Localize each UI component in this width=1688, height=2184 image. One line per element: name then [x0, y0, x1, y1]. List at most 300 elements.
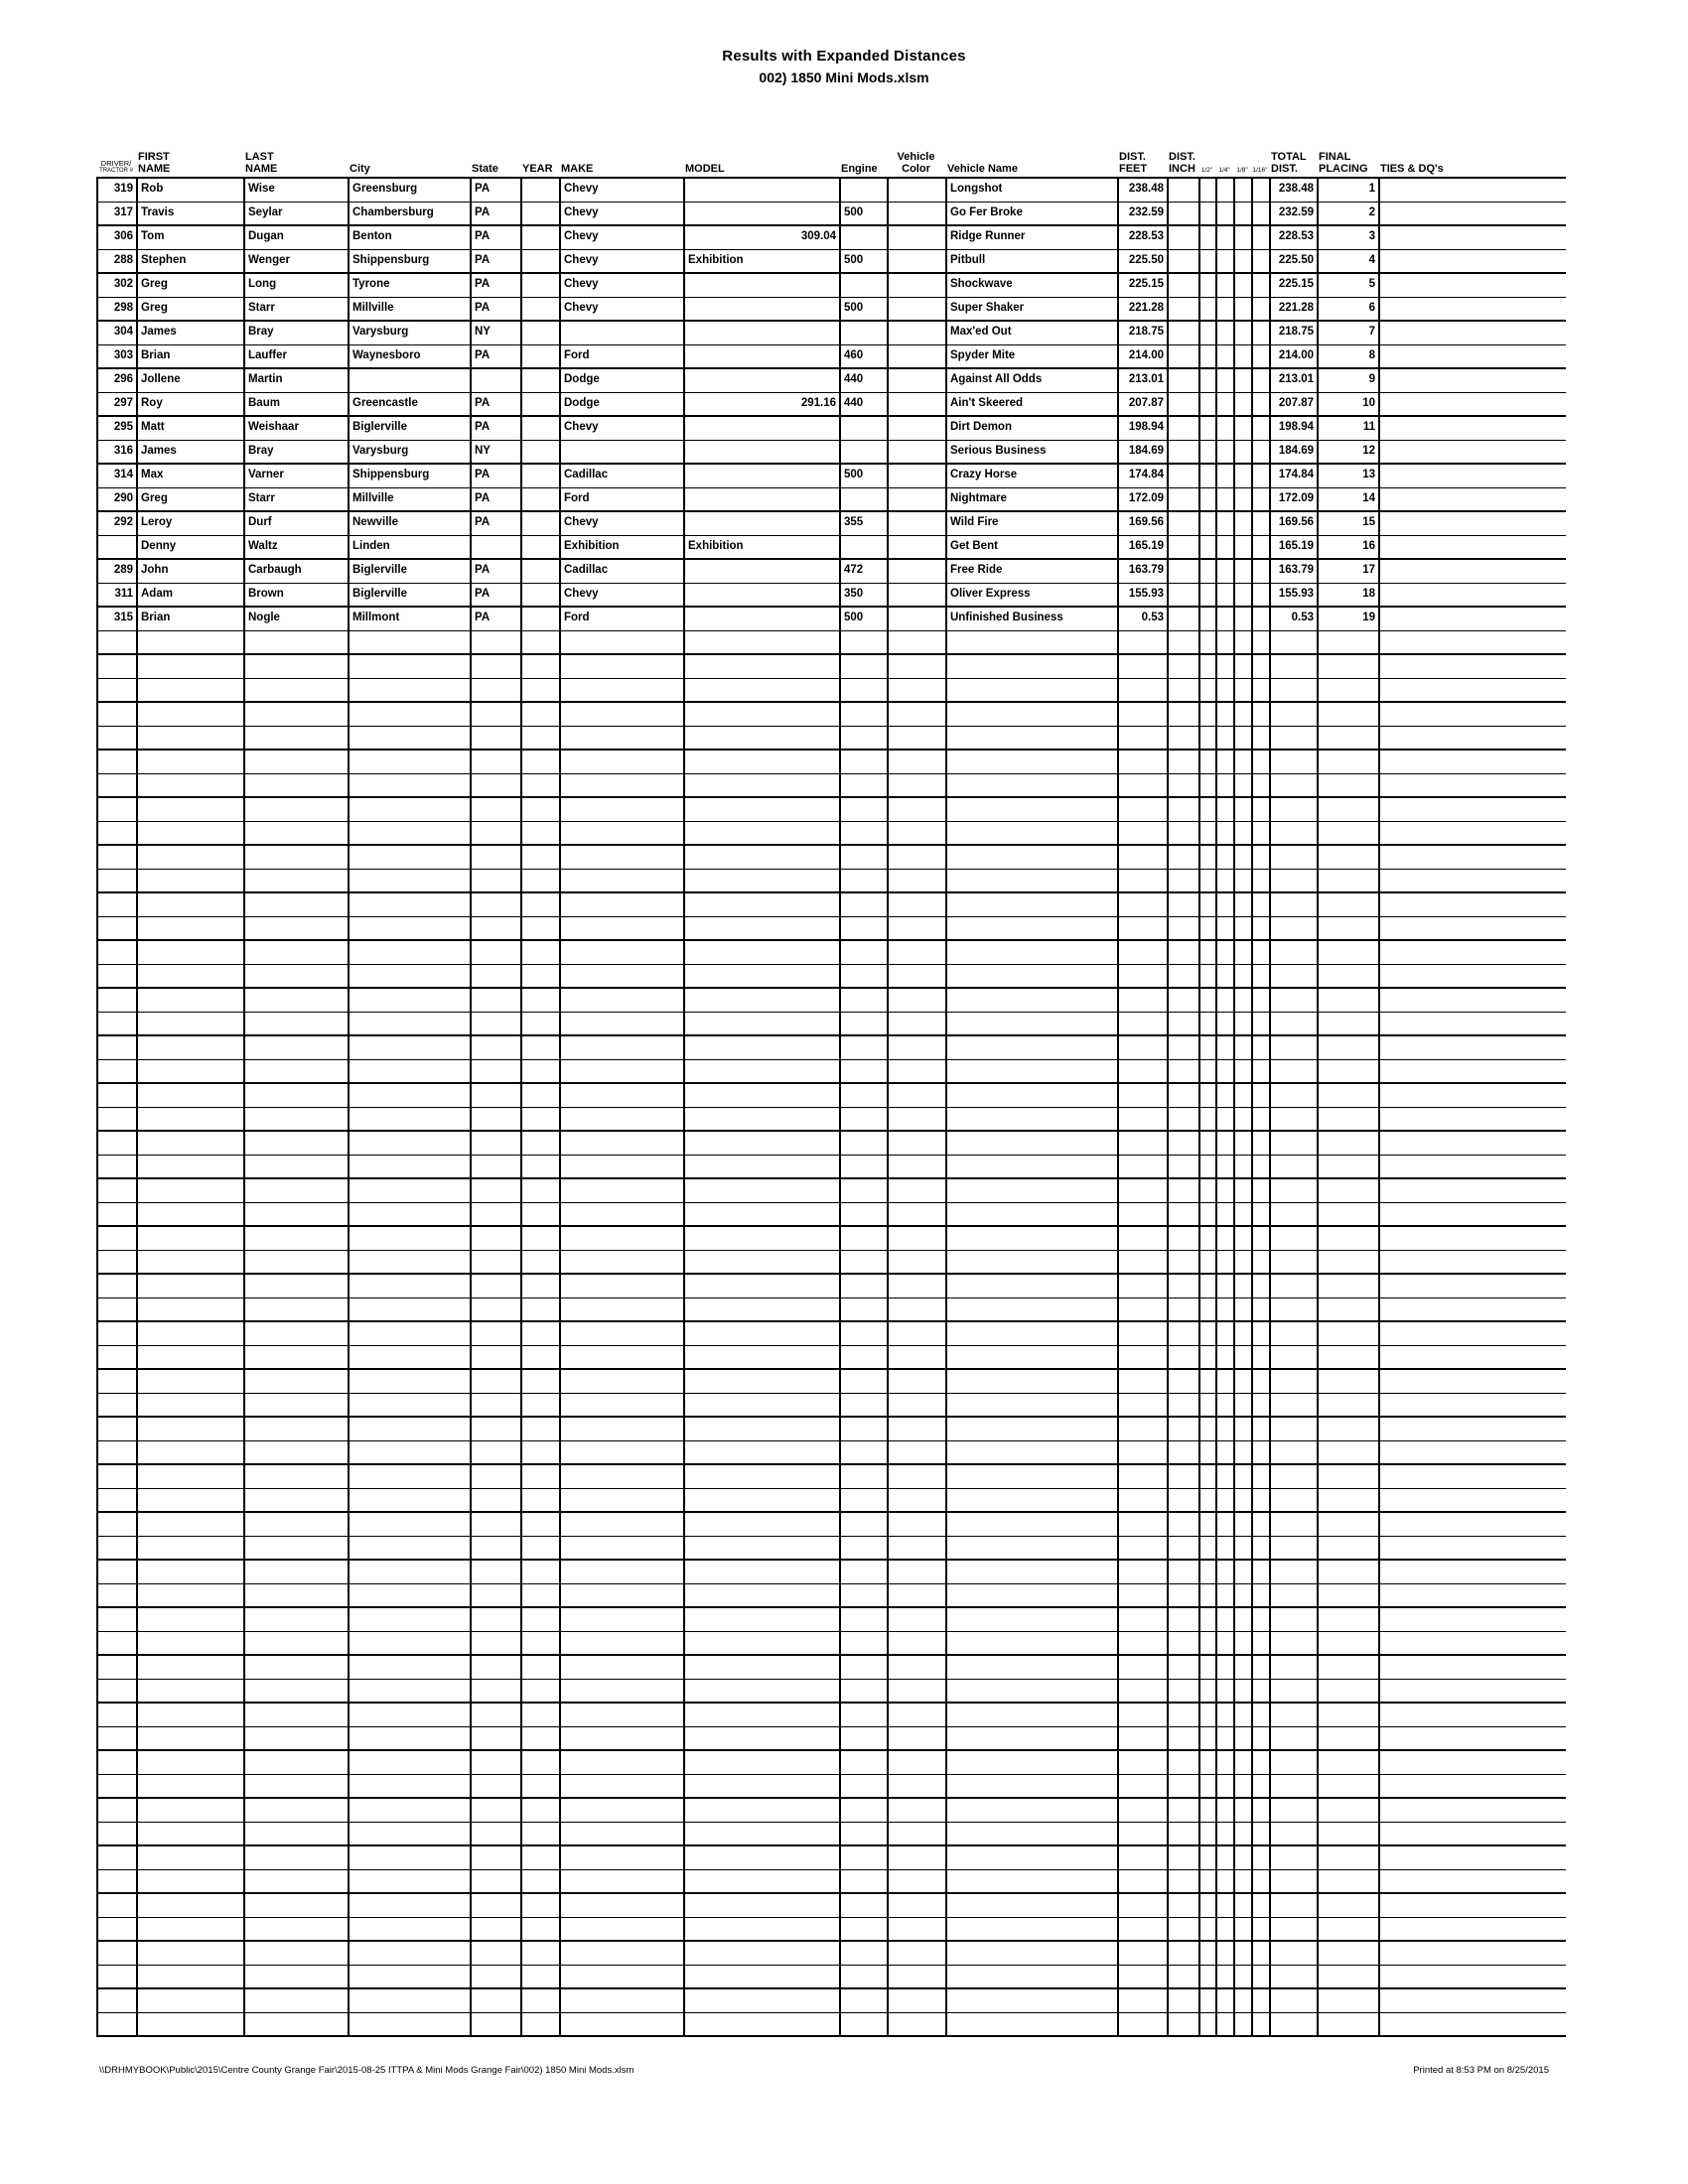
cell-last — [243, 846, 348, 869]
cell-first: John — [136, 560, 243, 583]
cell-feet: 218.75 — [1117, 322, 1167, 344]
cell-total — [1269, 1966, 1317, 1987]
cell-last — [243, 941, 348, 964]
cell-ties — [1378, 441, 1564, 463]
cell-make: Chevy — [559, 417, 683, 440]
cell-color — [887, 250, 945, 272]
cell-sixteenth — [1251, 1846, 1269, 1869]
cell-inch — [1167, 274, 1198, 297]
cell-num: 311 — [96, 584, 136, 606]
cell-placing: 11 — [1317, 417, 1378, 440]
header-city — [348, 164, 470, 178]
cell-total — [1269, 727, 1317, 749]
cell-year — [520, 1418, 559, 1440]
table-header-row — [96, 144, 1566, 179]
cell-engine — [839, 1394, 887, 1416]
cell-color — [887, 274, 945, 297]
cell-num — [96, 1036, 136, 1059]
cell-model — [683, 2013, 839, 2035]
cell-name — [945, 1942, 1117, 1965]
cell-engine — [839, 1799, 887, 1822]
empty-row — [96, 1632, 1566, 1656]
cell-sixteenth — [1251, 1775, 1269, 1797]
cell-sixteenth — [1251, 1036, 1269, 1059]
cell-engine — [839, 1108, 887, 1130]
cell-city — [348, 1799, 470, 1822]
cell-eighth — [1233, 1441, 1251, 1463]
cell-engine — [839, 703, 887, 726]
cell-last — [243, 1608, 348, 1631]
header-num-line2: TRACTOR # — [99, 168, 133, 174]
cell-name — [945, 1656, 1117, 1679]
cell-num: 298 — [96, 298, 136, 320]
cell-inch — [1167, 1870, 1198, 1892]
cell-year — [520, 1179, 559, 1202]
empty-row — [96, 1298, 1566, 1322]
cell-half — [1198, 1322, 1215, 1345]
empty-row — [96, 1060, 1566, 1084]
cell-inch — [1167, 1727, 1198, 1749]
cell-model — [683, 822, 839, 844]
cell-quarter — [1215, 1966, 1233, 1987]
cell-inch — [1167, 1894, 1198, 1917]
cell-feet: 228.53 — [1117, 226, 1167, 249]
cell-city — [348, 655, 470, 678]
cell-placing — [1317, 1322, 1378, 1345]
cell-quarter — [1215, 1894, 1233, 1917]
cell-make — [559, 1942, 683, 1965]
cell-first — [136, 1989, 243, 2012]
cell-quarter — [1215, 250, 1233, 272]
cell-quarter — [1215, 1561, 1233, 1583]
cell-sixteenth — [1251, 965, 1269, 987]
cell-last — [243, 1751, 348, 1774]
cell-ties — [1378, 1108, 1564, 1130]
cell-quarter — [1215, 1537, 1233, 1559]
cell-year — [520, 1298, 559, 1320]
cell-engine — [839, 274, 887, 297]
cell-name — [945, 2013, 1117, 2035]
cell-eighth — [1233, 1537, 1251, 1559]
cell-half — [1198, 1608, 1215, 1631]
cell-total: 163.79 — [1269, 560, 1317, 583]
cell-feet: 169.56 — [1117, 512, 1167, 535]
cell-half — [1198, 1060, 1215, 1082]
cell-city: Shippensburg — [348, 465, 470, 487]
cell-city: Greencastle — [348, 393, 470, 415]
cell-model — [683, 917, 839, 939]
cell-total — [1269, 1441, 1317, 1463]
cell-num — [96, 1441, 136, 1463]
cell-ties — [1378, 250, 1564, 272]
cell-state — [470, 679, 520, 701]
cell-half — [1198, 1394, 1215, 1416]
cell-state — [470, 798, 520, 821]
cell-make — [559, 774, 683, 796]
cell-half — [1198, 345, 1215, 367]
empty-row — [96, 798, 1566, 822]
empty-row — [96, 965, 1566, 989]
cell-make — [559, 1751, 683, 1774]
cell-last: Varner — [243, 465, 348, 487]
cell-feet — [1117, 1203, 1167, 1225]
cell-half — [1198, 1203, 1215, 1225]
cell-model — [683, 1394, 839, 1416]
cell-sixteenth — [1251, 1680, 1269, 1702]
cell-placing: 17 — [1317, 560, 1378, 583]
cell-ties — [1378, 1989, 1564, 2012]
cell-last — [243, 1775, 348, 1797]
cell-inch — [1167, 1013, 1198, 1034]
cell-ties — [1378, 1013, 1564, 1034]
cell-year — [520, 274, 559, 297]
cell-eighth — [1233, 393, 1251, 415]
cell-model — [683, 631, 839, 653]
cell-name — [945, 751, 1117, 773]
cell-quarter — [1215, 298, 1233, 320]
cell-engine — [839, 1775, 887, 1797]
cell-color — [887, 1561, 945, 1583]
cell-num — [96, 1394, 136, 1416]
cell-name — [945, 1275, 1117, 1297]
cell-sixteenth — [1251, 1060, 1269, 1082]
cell-placing: 5 — [1317, 274, 1378, 297]
cell-first — [136, 1251, 243, 1273]
cell-engine — [839, 798, 887, 821]
cell-eighth — [1233, 917, 1251, 939]
cell-state — [470, 631, 520, 653]
cell-last — [243, 1251, 348, 1273]
cell-sixteenth — [1251, 917, 1269, 939]
cell-sixteenth — [1251, 1394, 1269, 1416]
cell-make — [559, 751, 683, 773]
cell-total — [1269, 1632, 1317, 1654]
cell-last — [243, 1084, 348, 1107]
cell-last — [243, 1108, 348, 1130]
cell-eighth — [1233, 1394, 1251, 1416]
cell-first — [136, 1322, 243, 1345]
cell-year — [520, 1751, 559, 1774]
cell-state — [470, 1513, 520, 1536]
cell-first: Brian — [136, 345, 243, 367]
cell-inch — [1167, 1489, 1198, 1511]
cell-make: Dodge — [559, 393, 683, 415]
empty-row — [96, 1394, 1566, 1418]
cell-quarter — [1215, 846, 1233, 869]
cell-name — [945, 1013, 1117, 1034]
cell-num: 289 — [96, 560, 136, 583]
cell-first: Greg — [136, 274, 243, 297]
empty-row — [96, 1561, 1566, 1584]
cell-color — [887, 1513, 945, 1536]
cell-num — [96, 1418, 136, 1440]
cell-num: 297 — [96, 393, 136, 415]
cell-last — [243, 1584, 348, 1606]
cell-total: 213.01 — [1269, 369, 1317, 392]
cell-city — [348, 1513, 470, 1536]
cell-quarter — [1215, 1608, 1233, 1631]
cell-feet: 163.79 — [1117, 560, 1167, 583]
cell-name — [945, 1489, 1117, 1511]
cell-total — [1269, 1060, 1317, 1082]
cell-city — [348, 1156, 470, 1177]
cell-inch — [1167, 703, 1198, 726]
cell-half — [1198, 1013, 1215, 1034]
cell-placing — [1317, 917, 1378, 939]
cell-color — [887, 870, 945, 891]
cell-color — [887, 774, 945, 796]
cell-last — [243, 1036, 348, 1059]
cell-quarter — [1215, 560, 1233, 583]
cell-state — [470, 1203, 520, 1225]
cell-num — [96, 1537, 136, 1559]
cell-year — [520, 1322, 559, 1345]
cell-feet: 172.09 — [1117, 488, 1167, 510]
cell-last — [243, 1227, 348, 1250]
cell-eighth — [1233, 179, 1251, 202]
cell-color — [887, 965, 945, 987]
cell-total: 207.87 — [1269, 393, 1317, 415]
cell-color — [887, 1441, 945, 1463]
cell-state — [470, 1942, 520, 1965]
header-model-line1: MODEL — [685, 162, 725, 175]
cell-last: Baum — [243, 393, 348, 415]
footer-file-path: \\DRHMYBOOK\Public\2015\Centre County Grange Fair\2015-08-25 ITTPA & Mini Mods Grange Fair\002) 1850 Mini Mods.xlsm — [99, 2065, 634, 2076]
cell-sixteenth — [1251, 1227, 1269, 1250]
cell-first — [136, 655, 243, 678]
cell-engine — [839, 1966, 887, 1987]
cell-sixteenth — [1251, 1656, 1269, 1679]
cell-state — [470, 1036, 520, 1059]
empty-row — [96, 1608, 1566, 1632]
cell-quarter — [1215, 1203, 1233, 1225]
cell-eighth — [1233, 369, 1251, 392]
cell-make — [559, 1418, 683, 1440]
cell-ties — [1378, 1251, 1564, 1273]
cell-city — [348, 1584, 470, 1606]
cell-color — [887, 893, 945, 916]
cell-city — [348, 846, 470, 869]
cell-make — [559, 441, 683, 463]
cell-half — [1198, 226, 1215, 249]
cell-inch — [1167, 1060, 1198, 1082]
cell-total — [1269, 1298, 1317, 1320]
cell-city — [348, 1298, 470, 1320]
cell-inch — [1167, 560, 1198, 583]
cell-state — [470, 655, 520, 678]
cell-city — [348, 369, 470, 392]
empty-row — [96, 1203, 1566, 1227]
cell-color — [887, 798, 945, 821]
cell-color — [887, 512, 945, 535]
cell-state — [470, 1179, 520, 1202]
cell-name — [945, 1108, 1117, 1130]
cell-inch — [1167, 941, 1198, 964]
cell-city — [348, 1561, 470, 1583]
cell-name — [945, 1870, 1117, 1892]
cell-state — [470, 1751, 520, 1774]
cell-total — [1269, 1132, 1317, 1155]
cell-year — [520, 870, 559, 891]
cell-color — [887, 1727, 945, 1749]
cell-year — [520, 1084, 559, 1107]
cell-engine — [839, 870, 887, 891]
cell-ties — [1378, 1227, 1564, 1250]
cell-sixteenth — [1251, 1084, 1269, 1107]
cell-eighth — [1233, 1513, 1251, 1536]
cell-placing — [1317, 1441, 1378, 1463]
cell-half — [1198, 1727, 1215, 1749]
cell-make — [559, 1727, 683, 1749]
cell-placing — [1317, 774, 1378, 796]
cell-state — [470, 846, 520, 869]
cell-color — [887, 298, 945, 320]
cell-year — [520, 417, 559, 440]
cell-sixteenth — [1251, 1513, 1269, 1536]
cell-sixteenth — [1251, 1156, 1269, 1177]
cell-quarter — [1215, 1704, 1233, 1726]
cell-city — [348, 1179, 470, 1202]
cell-first — [136, 1870, 243, 1892]
cell-engine — [839, 917, 887, 939]
cell-last — [243, 1704, 348, 1726]
cell-city — [348, 2013, 470, 2035]
cell-city — [348, 965, 470, 987]
header-quarter — [1215, 167, 1233, 177]
cell-eighth — [1233, 203, 1251, 224]
cell-make — [559, 1561, 683, 1583]
cell-sixteenth — [1251, 798, 1269, 821]
cell-model — [683, 774, 839, 796]
cell-num — [96, 1656, 136, 1679]
cell-model — [683, 1680, 839, 1702]
cell-placing — [1317, 1179, 1378, 1202]
cell-feet — [1117, 1942, 1167, 1965]
cell-name — [945, 631, 1117, 653]
cell-ties — [1378, 846, 1564, 869]
cell-engine — [839, 1537, 887, 1559]
cell-model — [683, 1036, 839, 1059]
cell-year — [520, 1227, 559, 1250]
cell-feet: 225.50 — [1117, 250, 1167, 272]
cell-total — [1269, 774, 1317, 796]
cell-year — [520, 679, 559, 701]
cell-inch — [1167, 226, 1198, 249]
cell-city — [348, 1704, 470, 1726]
table-row — [96, 488, 1566, 512]
cell-quarter — [1215, 1656, 1233, 1679]
cell-model — [683, 870, 839, 891]
cell-first — [136, 1227, 243, 1250]
cell-ties — [1378, 703, 1564, 726]
cell-name — [945, 917, 1117, 939]
cell-model — [683, 274, 839, 297]
cell-eighth — [1233, 703, 1251, 726]
cell-state — [470, 2013, 520, 2035]
empty-row — [96, 655, 1566, 679]
cell-make — [559, 679, 683, 701]
cell-city — [348, 989, 470, 1012]
cell-sixteenth — [1251, 703, 1269, 726]
cell-first: James — [136, 441, 243, 463]
cell-quarter — [1215, 893, 1233, 916]
cell-year — [520, 369, 559, 392]
cell-total — [1269, 1751, 1317, 1774]
cell-half — [1198, 1108, 1215, 1130]
cell-state: PA — [470, 560, 520, 583]
cell-engine — [839, 417, 887, 440]
cell-color — [887, 1084, 945, 1107]
cell-placing: 18 — [1317, 584, 1378, 606]
cell-color — [887, 1394, 945, 1416]
cell-state: PA — [470, 250, 520, 272]
cell-color — [887, 917, 945, 939]
cell-color — [887, 1156, 945, 1177]
cell-quarter — [1215, 488, 1233, 510]
cell-name: Max'ed Out — [945, 322, 1117, 344]
cell-engine — [839, 1870, 887, 1892]
cell-state — [470, 1489, 520, 1511]
cell-year — [520, 1966, 559, 1987]
cell-placing — [1317, 1775, 1378, 1797]
cell-placing — [1317, 1799, 1378, 1822]
cell-inch — [1167, 1275, 1198, 1297]
cell-quarter — [1215, 1751, 1233, 1774]
empty-row — [96, 1084, 1566, 1108]
cell-sixteenth — [1251, 727, 1269, 749]
cell-first — [136, 751, 243, 773]
cell-sixteenth — [1251, 989, 1269, 1012]
cell-ties — [1378, 536, 1564, 558]
cell-total — [1269, 1275, 1317, 1297]
cell-feet — [1117, 1465, 1167, 1488]
cell-inch — [1167, 655, 1198, 678]
cell-year — [520, 465, 559, 487]
cell-half — [1198, 1704, 1215, 1726]
cell-ties — [1378, 1751, 1564, 1774]
cell-name — [945, 1084, 1117, 1107]
cell-feet: 238.48 — [1117, 179, 1167, 202]
cell-first: Adam — [136, 584, 243, 606]
cell-ties — [1378, 322, 1564, 344]
cell-state — [470, 1656, 520, 1679]
cell-make — [559, 1203, 683, 1225]
cell-engine — [839, 1513, 887, 1536]
cell-feet — [1117, 822, 1167, 844]
cell-last — [243, 870, 348, 891]
cell-year — [520, 1346, 559, 1368]
cell-year — [520, 179, 559, 202]
cell-city — [348, 703, 470, 726]
cell-inch — [1167, 1346, 1198, 1368]
cell-inch — [1167, 1561, 1198, 1583]
cell-city — [348, 1489, 470, 1511]
cell-city — [348, 1775, 470, 1797]
cell-first — [136, 1894, 243, 1917]
cell-feet — [1117, 798, 1167, 821]
cell-quarter — [1215, 965, 1233, 987]
cell-year — [520, 488, 559, 510]
cell-first — [136, 1942, 243, 1965]
cell-color — [887, 1465, 945, 1488]
cell-feet — [1117, 1704, 1167, 1726]
cell-sixteenth — [1251, 298, 1269, 320]
cell-placing — [1317, 1465, 1378, 1488]
cell-total — [1269, 1584, 1317, 1606]
cell-model — [683, 989, 839, 1012]
cell-placing — [1317, 1751, 1378, 1774]
table-row — [96, 203, 1566, 226]
